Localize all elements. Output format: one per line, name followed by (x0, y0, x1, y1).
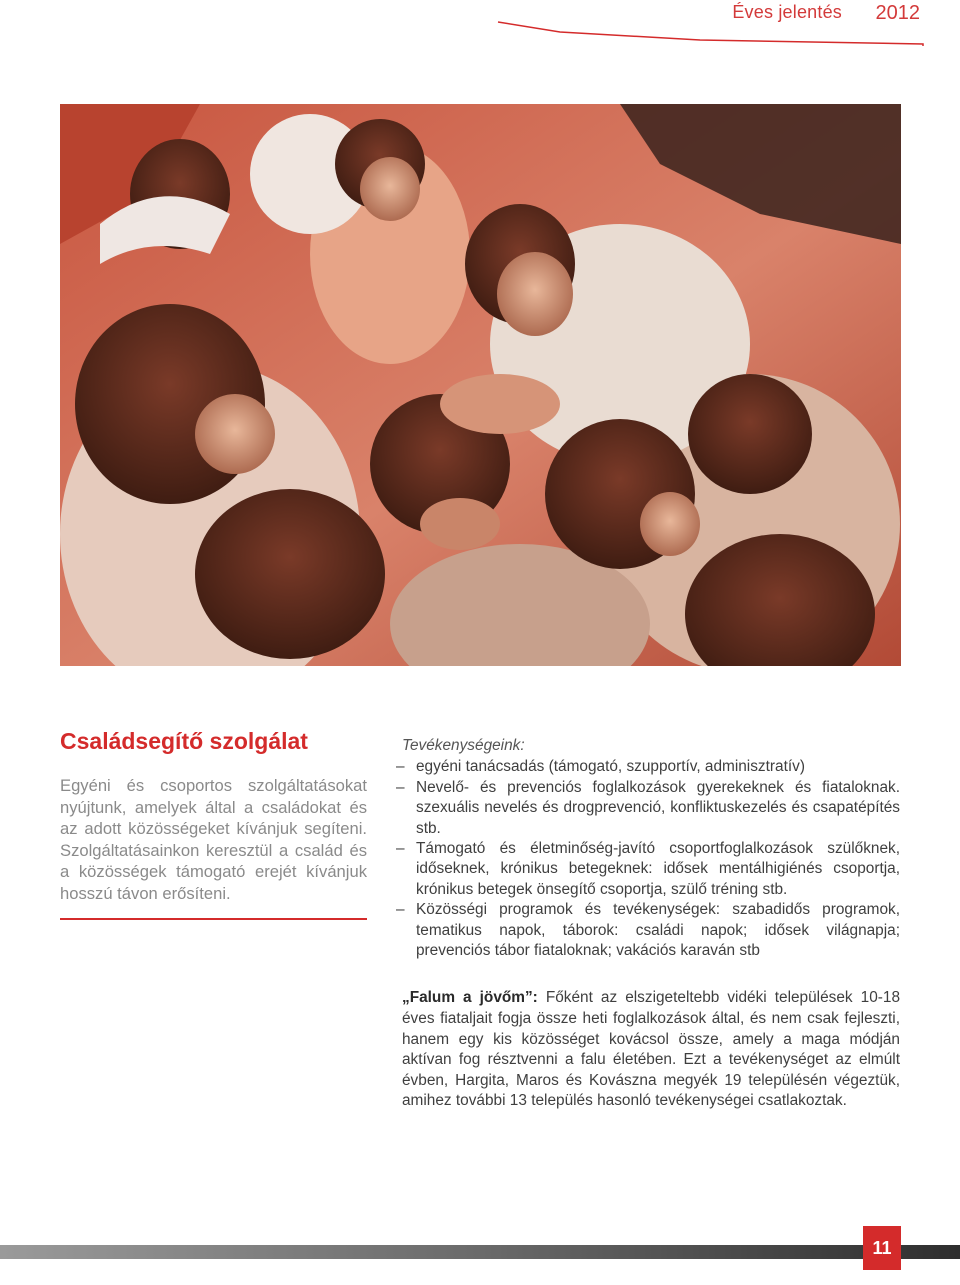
section-title: Családsegítő szolgálat (60, 728, 308, 754)
list-item-text: Nevelő- és prevenciós foglalkozások gyerekeknek és fiataloknak. szexuális nevelés és drogprevenció, konfliktuskezelés és csapatépítés stb. (416, 778, 900, 837)
footer-bar (0, 1245, 960, 1259)
list-item (396, 757, 900, 777)
page-number: 11 (863, 1226, 901, 1270)
left-divider (60, 918, 367, 920)
header-label: Éves jelentés (732, 2, 842, 22)
dash-marker: – (396, 778, 405, 796)
list-item (396, 778, 900, 839)
activities-column (396, 736, 900, 1112)
list-item-text: egyéni tanácsadás (támogató, szupportív, adminisztratív) (416, 758, 805, 776)
section-intro: Egyéni és csoportos szolgáltatásokat nyújtunk, amelyek által a családokat és az adott közösségeket kívánjuk segíteni. Szolgáltatásainkon keresztül a család és a közösségek támogató erejét kívánjuk hosszú távon erősíteni. (60, 776, 367, 903)
list-item (396, 900, 900, 961)
children-photo (60, 104, 901, 666)
activities-heading: Tevékenységeink: (402, 737, 525, 754)
falum-paragraph (402, 988, 900, 1112)
list-item-text: Közösségi programok és tevékenységek: szabadidős programok, tematikus napok, táborok: családi napok; idősek világnapja; prevenciós tábor fiataloknak; vakációs karaván stb (416, 901, 900, 960)
dash-marker: – (396, 901, 405, 919)
dash-marker: – (396, 758, 405, 776)
header-year: 2012 (875, 2, 920, 24)
list-item (396, 839, 900, 900)
activities-list (396, 757, 900, 961)
list-item-text: Támogató és életminőség-javító csoportfoglalkozások szülőknek, időseknek, krónikus betegeknek: idősek mentálhigiénés csoportja, krónikus betegek önsegítő csoportja, szülő tréning stb. (416, 840, 900, 898)
falum-lead: „Falum a jövőm”: (402, 989, 538, 1007)
falum-text: Főként az elszigeteltebb vidéki települések 10-18 éves fiataljait fogja össze heti foglalkozások által, és nem csak fejleszti, hanem egy kis közösséget kovácsol össze, amely a maga módján aktívan fog résztvenni a falu életében. Ezt a tevékenységet az elmúlt évben, Hargita, Maros és Kovászna megyék 19 településén végeztük, amihez további 13 település hasonló tevékenységei csatlakoztak. (402, 989, 900, 1110)
dash-marker: – (396, 840, 405, 858)
